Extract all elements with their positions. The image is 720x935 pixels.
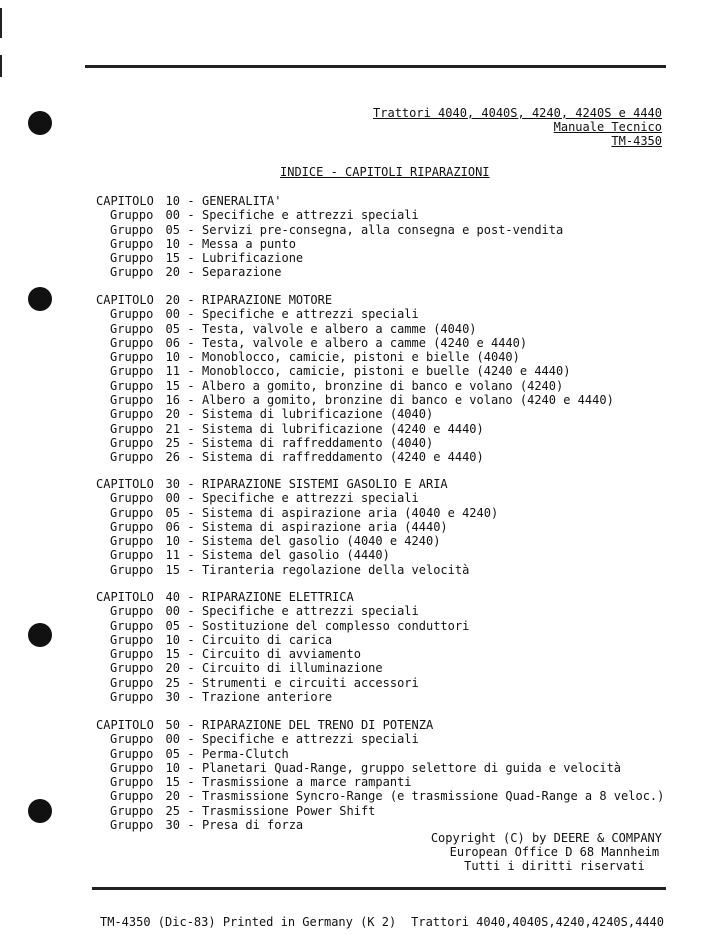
group-number: 15 bbox=[165, 562, 180, 577]
group-label: Gruppo bbox=[110, 265, 154, 280]
chapter-number: 50 bbox=[165, 718, 180, 732]
group-row bbox=[96, 237, 563, 251]
chapter-block bbox=[96, 293, 614, 465]
header-title: Trattori 4040, 4040S, 4240, 4240S e 4440 bbox=[373, 106, 662, 120]
group-title: Testa, valvole e albero a camme (4040) bbox=[202, 321, 477, 336]
separator-dash: - bbox=[187, 732, 195, 747]
separator-dash: - bbox=[187, 350, 195, 365]
separator-dash: - bbox=[187, 293, 195, 307]
group-title: Circuito di carica bbox=[202, 632, 333, 647]
group-number: 06 bbox=[165, 519, 180, 534]
group-label: Gruppo bbox=[110, 435, 154, 450]
chapter-number: 20 bbox=[165, 293, 180, 307]
copyright-office: European Office D 68 Mannheim bbox=[449, 845, 660, 859]
separator-dash: - bbox=[187, 194, 195, 208]
chapter-heading bbox=[96, 718, 664, 732]
group-number: 10 bbox=[165, 760, 180, 775]
group-label: Gruppo bbox=[110, 604, 154, 619]
group-title: Circuito di illuminazione bbox=[202, 661, 383, 676]
group-number: 00 bbox=[165, 491, 180, 506]
group-number: 00 bbox=[165, 208, 180, 223]
chapter-number: 40 bbox=[165, 590, 180, 604]
group-title: Trasmissione Power Shift bbox=[202, 803, 376, 818]
group-number: 05 bbox=[165, 222, 180, 237]
group-label: Gruppo bbox=[110, 647, 154, 662]
group-row bbox=[96, 251, 563, 265]
group-title: Specifiche e attrezzi speciali bbox=[202, 208, 419, 223]
binder-hole bbox=[28, 111, 52, 135]
group-label: Gruppo bbox=[110, 307, 154, 322]
separator-dash: - bbox=[187, 775, 195, 790]
group-row bbox=[96, 789, 664, 803]
group-number: 05 bbox=[165, 321, 180, 336]
group-title: Sistema di lubrificazione (4040) bbox=[202, 407, 434, 422]
group-row bbox=[96, 761, 664, 775]
group-title: Specifiche e attrezzi speciali bbox=[202, 491, 419, 506]
separator-dash: - bbox=[187, 604, 195, 619]
group-number: 11 bbox=[165, 364, 180, 379]
group-label: Gruppo bbox=[110, 789, 154, 804]
chapter-heading bbox=[96, 477, 498, 491]
group-number: 05 bbox=[165, 746, 180, 761]
group-title: Messa a punto bbox=[202, 236, 296, 251]
group-number: 10 bbox=[165, 350, 180, 365]
group-row bbox=[96, 732, 664, 746]
group-title: Separazione bbox=[202, 265, 282, 280]
group-number: 20 bbox=[165, 661, 180, 676]
group-number: 21 bbox=[165, 421, 180, 436]
group-title: Sistema di raffreddamento (4240 e 4440) bbox=[202, 450, 484, 465]
group-label: Gruppo bbox=[110, 775, 154, 790]
group-row bbox=[96, 223, 563, 237]
group-row bbox=[96, 393, 614, 407]
group-row bbox=[96, 322, 614, 336]
separator-dash: - bbox=[187, 632, 195, 647]
group-row bbox=[96, 265, 563, 279]
group-label: Gruppo bbox=[110, 732, 154, 747]
group-number: 05 bbox=[165, 618, 180, 633]
group-row bbox=[96, 534, 498, 548]
group-title: Sistema di lubrificazione (4240 e 4440) bbox=[202, 421, 484, 436]
group-number: 10 bbox=[165, 534, 180, 549]
group-row bbox=[96, 450, 614, 464]
group-number: 15 bbox=[165, 251, 180, 266]
group-title: Lubrificazione bbox=[202, 251, 304, 266]
group-title: Strumenti e circuiti accessori bbox=[202, 675, 419, 690]
separator-dash: - bbox=[187, 505, 195, 520]
group-title: Sistema di raffreddamento (4040) bbox=[202, 435, 434, 450]
separator-dash: - bbox=[187, 760, 195, 775]
group-title: Specifiche e attrezzi speciali bbox=[202, 732, 419, 747]
group-label: Gruppo bbox=[110, 251, 154, 266]
chapter-block bbox=[96, 477, 498, 577]
group-row bbox=[96, 604, 469, 618]
group-row bbox=[96, 350, 614, 364]
separator-dash: - bbox=[187, 393, 195, 408]
group-label: Gruppo bbox=[110, 364, 154, 379]
chapter-label: CAPITOLO bbox=[96, 194, 154, 208]
group-label: Gruppo bbox=[110, 236, 154, 251]
group-title: Servizi pre-consegna, alla consegna e post-vendita bbox=[202, 222, 564, 237]
bottom-rule bbox=[92, 887, 666, 890]
index-title: INDICE - CAPITOLI RIPARAZIONI bbox=[280, 165, 490, 179]
group-row bbox=[96, 506, 498, 520]
chapter-title: RIPARAZIONE ELETTRICA bbox=[202, 590, 354, 604]
group-number: 00 bbox=[165, 604, 180, 619]
separator-dash: - bbox=[187, 251, 195, 266]
group-title: Specifiche e attrezzi speciali bbox=[202, 307, 419, 322]
group-label: Gruppo bbox=[110, 548, 154, 563]
group-number: 10 bbox=[165, 236, 180, 251]
group-label: Gruppo bbox=[110, 675, 154, 690]
chapter-number: 30 bbox=[165, 477, 180, 491]
group-label: Gruppo bbox=[110, 661, 154, 676]
copyright-rights: Tutti i diritti riservati bbox=[464, 859, 645, 873]
group-label: Gruppo bbox=[110, 818, 154, 833]
group-title: Albero a gomito, bronzine di banco e volano (4240 e 4440) bbox=[202, 393, 614, 408]
separator-dash: - bbox=[187, 690, 195, 705]
separator-dash: - bbox=[187, 450, 195, 465]
group-row bbox=[96, 804, 664, 818]
separator-dash: - bbox=[187, 321, 195, 336]
group-label: Gruppo bbox=[110, 618, 154, 633]
edge-mark bbox=[0, 55, 2, 77]
chapter-title: RIPARAZIONE SISTEMI GASOLIO E ARIA bbox=[202, 477, 448, 491]
separator-dash: - bbox=[187, 421, 195, 436]
group-title: Tiranteria regolazione della velocità bbox=[202, 562, 470, 577]
separator-dash: - bbox=[187, 661, 195, 676]
group-row bbox=[96, 491, 498, 505]
binder-hole bbox=[28, 623, 52, 647]
group-title: Trasmissione a marce rampanti bbox=[202, 775, 412, 790]
group-row bbox=[96, 336, 614, 350]
group-row bbox=[96, 690, 469, 704]
group-row bbox=[96, 436, 614, 450]
separator-dash: - bbox=[187, 477, 195, 491]
chapter-block bbox=[96, 590, 469, 704]
group-label: Gruppo bbox=[110, 321, 154, 336]
separator-dash: - bbox=[187, 407, 195, 422]
header-subtitle: Manuale Tecnico bbox=[553, 120, 662, 134]
separator-dash: - bbox=[187, 562, 195, 577]
group-number: 05 bbox=[165, 505, 180, 520]
group-label: Gruppo bbox=[110, 378, 154, 393]
chapter-block bbox=[96, 194, 563, 280]
group-title: Circuito di avviamento bbox=[202, 647, 361, 662]
group-number: 15 bbox=[165, 647, 180, 662]
separator-dash: - bbox=[187, 236, 195, 251]
group-title: Presa di forza bbox=[202, 818, 304, 833]
chapter-title: RIPARAZIONE DEL TRENO DI POTENZA bbox=[202, 718, 434, 732]
group-number: 20 bbox=[165, 407, 180, 422]
group-label: Gruppo bbox=[110, 335, 154, 350]
group-row bbox=[96, 548, 498, 562]
group-number: 26 bbox=[165, 450, 180, 465]
group-row bbox=[96, 563, 498, 577]
group-number: 16 bbox=[165, 393, 180, 408]
group-number: 00 bbox=[165, 307, 180, 322]
separator-dash: - bbox=[187, 534, 195, 549]
edge-mark bbox=[0, 8, 2, 38]
group-number: 00 bbox=[165, 732, 180, 747]
chapter-number: 10 bbox=[165, 194, 180, 208]
group-label: Gruppo bbox=[110, 491, 154, 506]
group-label: Gruppo bbox=[110, 407, 154, 422]
group-row bbox=[96, 676, 469, 690]
copyright-notice bbox=[431, 831, 662, 873]
separator-dash: - bbox=[187, 222, 195, 237]
group-title: Monoblocco, camicie, pistoni e buelle (4240 e 4440) bbox=[202, 364, 571, 379]
separator-dash: - bbox=[187, 675, 195, 690]
header-code: TM-4350 bbox=[611, 134, 662, 148]
footer-left: TM-4350 (Dic-83) Printed in Germany (K 2) bbox=[100, 915, 397, 929]
group-row bbox=[96, 661, 469, 675]
separator-dash: - bbox=[187, 307, 195, 322]
group-row bbox=[96, 775, 664, 789]
group-number: 15 bbox=[165, 378, 180, 393]
group-label: Gruppo bbox=[110, 746, 154, 761]
group-number: 20 bbox=[165, 789, 180, 804]
chapter-label: CAPITOLO bbox=[96, 590, 154, 604]
separator-dash: - bbox=[187, 378, 195, 393]
group-label: Gruppo bbox=[110, 803, 154, 818]
group-label: Gruppo bbox=[110, 632, 154, 647]
chapter-label: CAPITOLO bbox=[96, 718, 154, 732]
separator-dash: - bbox=[187, 618, 195, 633]
group-label: Gruppo bbox=[110, 350, 154, 365]
separator-dash: - bbox=[187, 647, 195, 662]
separator-dash: - bbox=[187, 590, 195, 604]
group-title: Sistema del gasolio (4040 e 4240) bbox=[202, 534, 441, 549]
group-title: Testa, valvole e albero a camme (4240 e 4440) bbox=[202, 335, 528, 350]
separator-dash: - bbox=[187, 746, 195, 761]
group-label: Gruppo bbox=[110, 208, 154, 223]
separator-dash: - bbox=[187, 548, 195, 563]
document-header bbox=[373, 106, 662, 148]
group-label: Gruppo bbox=[110, 421, 154, 436]
group-title: Trasmissione Syncro-Range (e trasmissione Quad-Range a 8 veloc.) bbox=[202, 789, 665, 804]
group-number: 30 bbox=[165, 818, 180, 833]
group-number: 06 bbox=[165, 335, 180, 350]
group-label: Gruppo bbox=[110, 534, 154, 549]
group-number: 20 bbox=[165, 265, 180, 280]
chapter-label: CAPITOLO bbox=[96, 477, 154, 491]
group-title: Sistema del gasolio (4440) bbox=[202, 548, 390, 563]
chapter-title: GENERALITA' bbox=[202, 194, 282, 208]
group-title: Trazione anteriore bbox=[202, 690, 333, 705]
group-row bbox=[96, 364, 614, 378]
top-rule bbox=[85, 65, 666, 68]
group-label: Gruppo bbox=[110, 562, 154, 577]
group-number: 10 bbox=[165, 632, 180, 647]
group-row bbox=[96, 208, 563, 222]
group-row bbox=[96, 619, 469, 633]
group-row bbox=[96, 647, 469, 661]
group-label: Gruppo bbox=[110, 505, 154, 520]
group-title: Perma-Clutch bbox=[202, 746, 289, 761]
group-row bbox=[96, 422, 614, 436]
group-row bbox=[96, 307, 614, 321]
group-label: Gruppo bbox=[110, 690, 154, 705]
group-number: 25 bbox=[165, 803, 180, 818]
separator-dash: - bbox=[187, 718, 195, 732]
group-number: 15 bbox=[165, 775, 180, 790]
group-number: 11 bbox=[165, 548, 180, 563]
binder-hole bbox=[28, 287, 52, 311]
group-title: Monoblocco, camicie, pistoni e bielle (4040) bbox=[202, 350, 520, 365]
separator-dash: - bbox=[187, 491, 195, 506]
footer-right: Trattori 4040,4040S,4240,4240S,4440 bbox=[411, 915, 664, 929]
group-label: Gruppo bbox=[110, 519, 154, 534]
chapter-heading bbox=[96, 590, 469, 604]
chapter-block bbox=[96, 718, 664, 832]
group-row bbox=[96, 379, 614, 393]
chapter-label: CAPITOLO bbox=[96, 293, 154, 307]
group-label: Gruppo bbox=[110, 760, 154, 775]
separator-dash: - bbox=[187, 803, 195, 818]
group-row bbox=[96, 633, 469, 647]
separator-dash: - bbox=[187, 335, 195, 350]
group-row bbox=[96, 747, 664, 761]
chapter-title: RIPARAZIONE MOTORE bbox=[202, 293, 333, 307]
separator-dash: - bbox=[187, 519, 195, 534]
separator-dash: - bbox=[187, 364, 195, 379]
group-label: Gruppo bbox=[110, 450, 154, 465]
separator-dash: - bbox=[187, 818, 195, 833]
group-title: Sistema di aspirazione aria (4440) bbox=[202, 519, 448, 534]
chapter-heading bbox=[96, 293, 614, 307]
binder-hole bbox=[28, 799, 52, 823]
group-title: Specifiche e attrezzi speciali bbox=[202, 604, 419, 619]
group-label: Gruppo bbox=[110, 393, 154, 408]
separator-dash: - bbox=[187, 265, 195, 280]
separator-dash: - bbox=[187, 789, 195, 804]
group-label: Gruppo bbox=[110, 222, 154, 237]
group-title: Albero a gomito, bronzine di banco e volano (4240) bbox=[202, 378, 564, 393]
group-title: Planetari Quad-Range, gruppo selettore di guida e velocità bbox=[202, 760, 622, 775]
group-title: Sistema di aspirazione aria (4040 e 4240) bbox=[202, 505, 499, 520]
copyright-line: Copyright (C) by DEERE & COMPANY bbox=[430, 831, 662, 845]
separator-dash: - bbox=[187, 435, 195, 450]
group-number: 30 bbox=[165, 690, 180, 705]
group-number: 25 bbox=[165, 675, 180, 690]
group-row bbox=[96, 520, 498, 534]
group-row bbox=[96, 407, 614, 421]
chapter-heading bbox=[96, 194, 563, 208]
group-title: Sostituzione del complesso conduttori bbox=[202, 618, 470, 633]
separator-dash: - bbox=[187, 208, 195, 223]
group-number: 25 bbox=[165, 435, 180, 450]
